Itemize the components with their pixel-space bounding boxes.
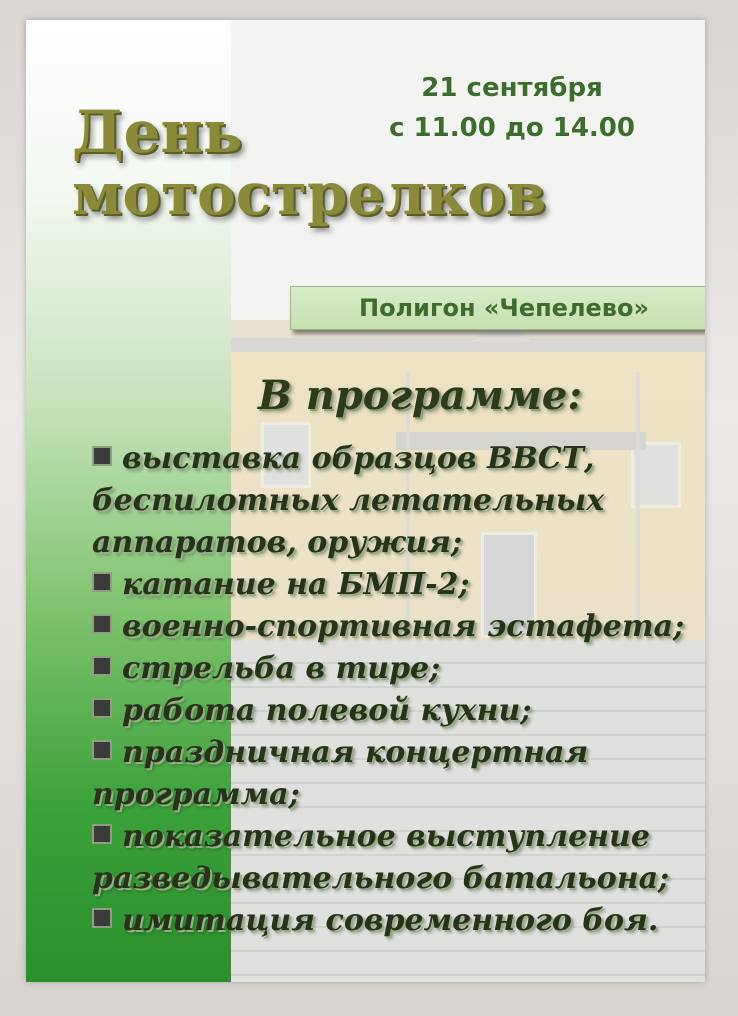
list-item: [92, 564, 702, 606]
list-item: [92, 690, 702, 732]
roof-railing: [231, 338, 705, 352]
list-item: [92, 900, 702, 942]
square-bullet-icon: [92, 614, 112, 634]
square-bullet-icon: [92, 824, 112, 844]
square-bullet-icon: [92, 572, 112, 592]
list-item: [92, 648, 702, 690]
program-item-text: имитация современного боя.: [122, 903, 659, 938]
venue-banner: Полигон «Чепелево»: [290, 286, 705, 330]
program-item-text: праздничная концертная программа;: [92, 735, 589, 812]
program-item-text: катание на БМП-2;: [122, 567, 470, 602]
list-item: [92, 732, 702, 816]
poster: [26, 20, 705, 982]
program-item-text: военно-спортивная эстафета;: [122, 609, 685, 644]
list-item: [92, 606, 702, 648]
event-date: [389, 68, 635, 148]
square-bullet-icon: [92, 740, 112, 760]
list-item: [92, 816, 702, 900]
event-time: с 11.00 до 14.00: [389, 113, 635, 143]
program-item-text: работа полевой кухни;: [122, 693, 532, 728]
square-bullet-icon: [92, 656, 112, 676]
list-item: [92, 438, 702, 564]
program-item-text: выставка образцов ВВСТ, беспилотных летательных аппаратов, оружия;: [92, 441, 605, 560]
program-item-text: показательное выступление разведывательного батальона;: [92, 819, 670, 896]
program-heading: В программе:: [258, 372, 583, 419]
poster-title-line2: мотострелков: [72, 160, 547, 228]
program-list: [92, 438, 702, 942]
program-item-text: стрельба в тире;: [122, 651, 441, 686]
poster-title-line1: День: [72, 98, 243, 166]
square-bullet-icon: [92, 446, 112, 466]
square-bullet-icon: [92, 698, 112, 718]
square-bullet-icon: [92, 908, 112, 928]
event-day: 21 сентября: [421, 73, 603, 103]
